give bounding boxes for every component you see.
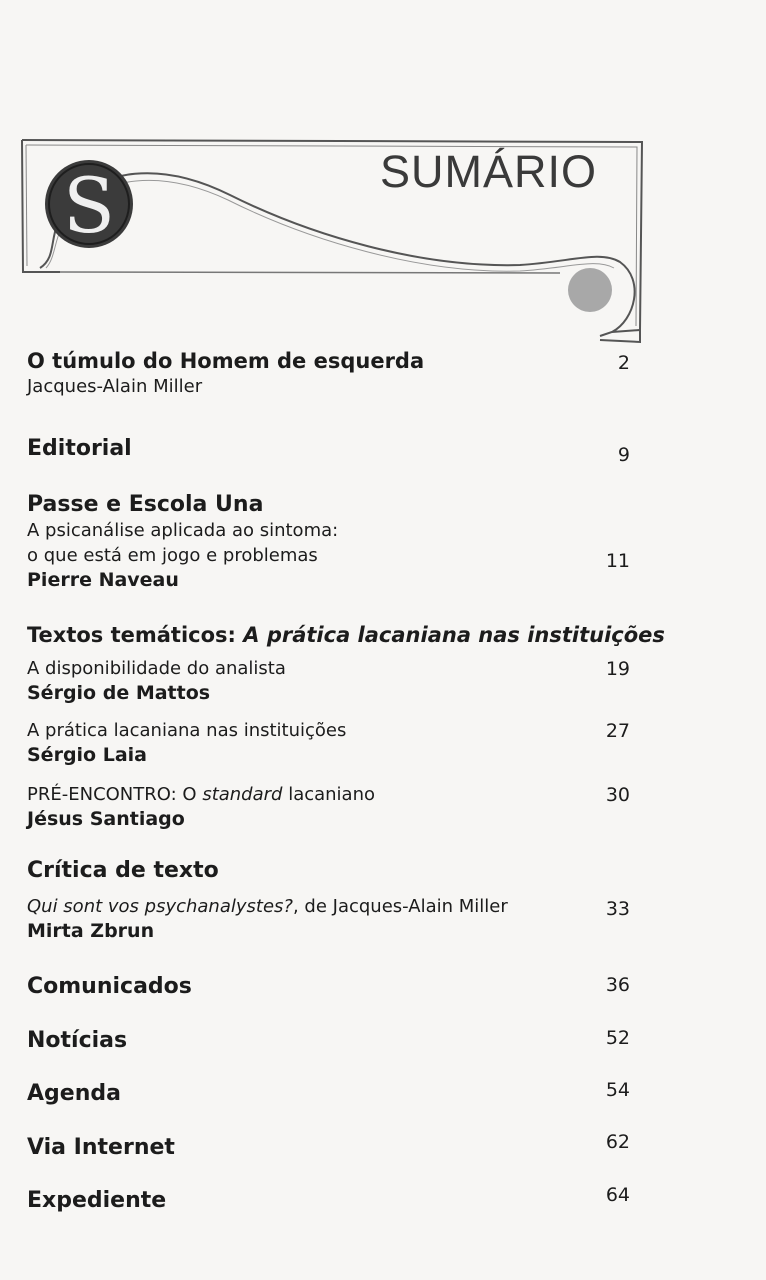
toc-entry (27, 656, 286, 706)
toc-entry (27, 782, 375, 832)
section-title: Passe e Escola Una (27, 492, 264, 517)
toc-entry (27, 492, 338, 593)
scroll-circle-icon (568, 268, 612, 312)
entry-title-italic: Qui sont vos psychanalystes? (27, 896, 293, 917)
sumario-header (0, 0, 766, 360)
entry-title-suffix: lacaniano (282, 784, 376, 805)
section-title: Textos temáticos: (27, 623, 236, 647)
entry-author: Sérgio Laia (27, 744, 147, 766)
page-number: 36 (605, 974, 630, 996)
page-title: SUMÁRIO (380, 146, 598, 197)
toc-entry-title: Via Internet (27, 1135, 175, 1160)
entry-author: Sérgio de Mattos (27, 682, 211, 704)
toc-entry-title: Notícias (27, 1028, 128, 1053)
entry-title (27, 894, 508, 919)
entry-title-suffix: , de Jacques-Alain Miller (292, 896, 508, 917)
page-number: 9 (617, 444, 630, 466)
entry-title-italic: standard (202, 784, 283, 805)
section-heading (27, 622, 665, 648)
page-number: 54 (605, 1079, 630, 1101)
entry-author: Pierre Naveau (27, 569, 179, 591)
entry-author: Mirta Zbrun (27, 920, 155, 942)
entry-title-line: A psicanálise aplicada ao sintoma: (27, 520, 339, 541)
page-number: 27 (605, 720, 630, 742)
entry-title: Editorial (27, 436, 132, 461)
entry-title: O túmulo do Homem de esquerda (27, 349, 425, 373)
section-title: Crítica de texto (27, 858, 219, 883)
toc-entry-title: Comunicados (27, 974, 192, 999)
page-number: 64 (605, 1184, 630, 1206)
entry-title: A prática lacaniana nas instituições (27, 720, 347, 741)
page-number: 33 (605, 898, 630, 920)
page-number: 52 (605, 1027, 630, 1049)
entry-title-line: o que está em jogo e problemas (27, 545, 318, 566)
page-number: 11 (605, 550, 630, 572)
section-subtitle: A prática lacaniana nas instituições (243, 623, 665, 647)
entry-author: Jésus Santiago (27, 808, 185, 830)
page-number: 30 (605, 784, 630, 806)
toc-entry-title: Expediente (27, 1188, 167, 1213)
page-number: 19 (605, 658, 630, 680)
entry-title: A disponibilidade do analista (27, 658, 286, 679)
entry-title (27, 782, 375, 807)
toc-entry (27, 858, 508, 944)
toc-entry (27, 436, 132, 462)
toc-entry (27, 348, 424, 399)
entry-title-prefix: PRÉ-ENCONTRO: O (27, 784, 203, 805)
page-number: 62 (605, 1131, 630, 1153)
logo-letter: S (62, 161, 116, 250)
toc-entry-title: Agenda (27, 1081, 121, 1106)
toc-entry (27, 718, 346, 768)
page-number: 2 (617, 352, 630, 374)
entry-author: Jacques-Alain Miller (27, 376, 203, 397)
